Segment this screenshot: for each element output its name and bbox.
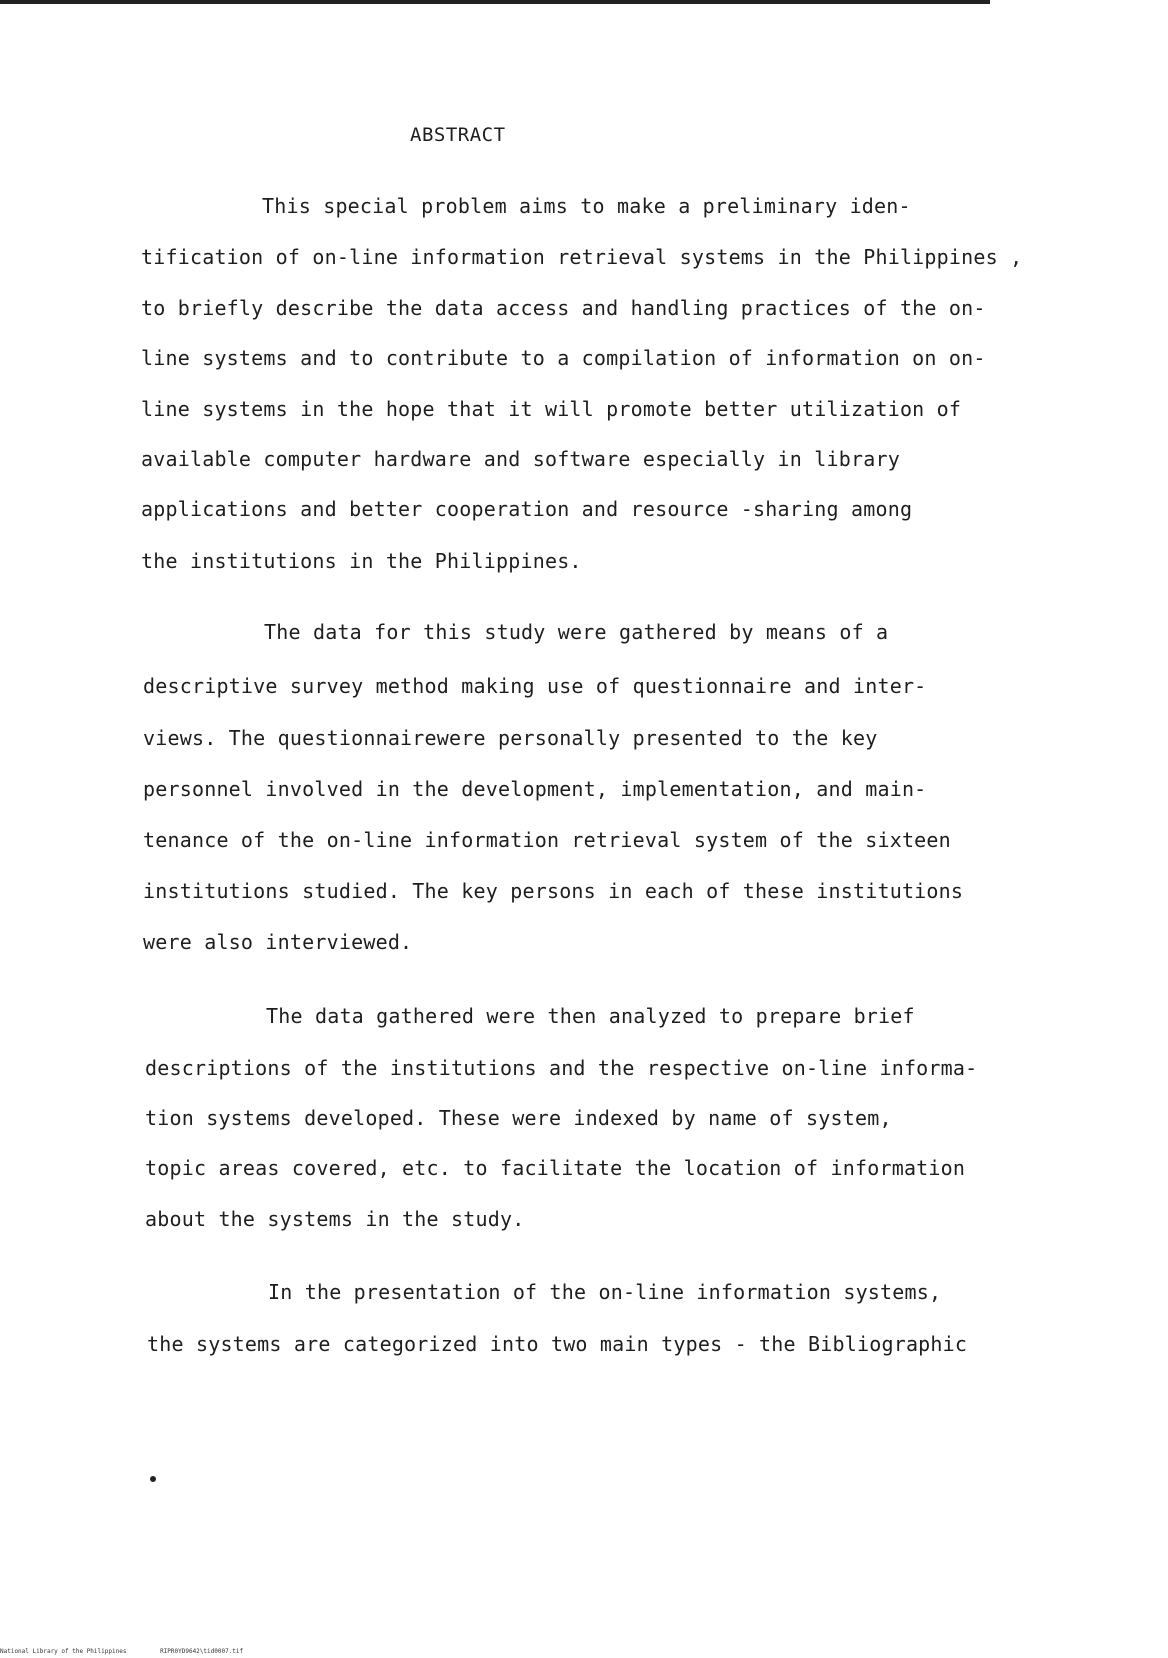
paragraph-1-line-5: line systems in the hope that it will promote better utilization of (141, 397, 962, 421)
paragraph-2-line-6: institutions studied. The key persons in each of these institutions (143, 879, 964, 903)
scan-footer (0, 1648, 273, 1655)
paragraph-1-line-7: applications and better cooperation and resource -sharing among (141, 497, 913, 521)
paragraph-3-line-4: topic areas covered, etc. to facilitate the location of information (145, 1156, 966, 1180)
paragraph-4-line-2: the systems are categorized into two main types - the Bibliographic (147, 1332, 968, 1356)
paragraph-3-line-3: tion systems developed. These were indexed by name of system, (145, 1106, 892, 1130)
paragraph-2-line-3: views. The questionnairewere personally presented to the key (143, 726, 878, 750)
paragraph-2-line-1: The data for this study were gathered by means of a (264, 620, 889, 644)
paragraph-1-line-6: available computer hardware and software especially in library (141, 447, 900, 471)
paragraph-3-line-5: about the systems in the study. (145, 1207, 525, 1231)
paragraph-2-line-7: were also interviewed. (143, 930, 413, 954)
paragraph-1-line-4: line systems and to contribute to a compilation of information on on- (141, 346, 986, 370)
paragraph-3-line-1: The data gathered were then analyzed to prepare brief (266, 1004, 915, 1028)
scan-top-edge (0, 0, 990, 4)
footer-library: National Library of the Philippines (0, 1648, 127, 1655)
paragraph-2-line-2: descriptive survey method making use of questionnaire and inter- (143, 674, 927, 698)
abstract-heading: ABSTRACT (410, 124, 506, 146)
paragraph-4-line-1: In the presentation of the on-line information systems, (268, 1280, 942, 1304)
footer-filename: RIPR0YD9642\tid0007.tif (160, 1648, 244, 1655)
paragraph-1-line-1: This special problem aims to make a preliminary iden- (262, 194, 911, 218)
paragraph-1-line-8: the institutions in the Philippines. (141, 549, 582, 573)
paragraph-3-line-2: descriptions of the institutions and the respective on-line informa- (145, 1056, 978, 1080)
paragraph-2-line-5: tenance of the on-line information retrieval system of the sixteen (143, 828, 951, 852)
paragraph-2-line-4: personnel involved in the development, implementation, and main- (143, 777, 927, 801)
paragraph-1-line-2: tification of on-line information retrieval systems in the Philippines , (141, 245, 1023, 269)
scan-speck (150, 1476, 156, 1482)
paragraph-1-line-3: to briefly describe the data access and handling practices of the on- (141, 296, 986, 320)
